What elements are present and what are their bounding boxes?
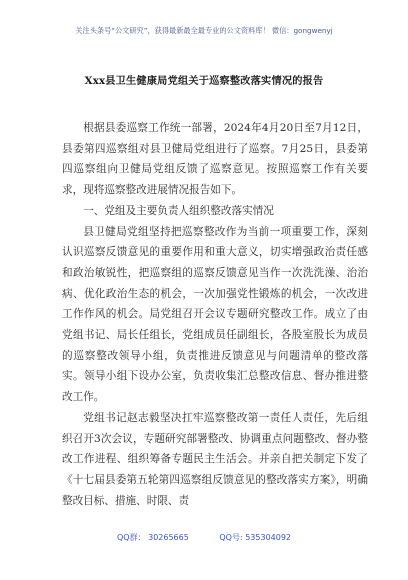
footer-contact (0, 532, 408, 543)
paragraph-organization: 县卫健局党组坚持把巡察整改作为当前一项重要工作，深刻认识巡察反馈意见的重要作用和重大意义，切实增强政治责任感和政治敏锐性，把巡察组的巡察反馈意见当作一次洗洗澡、治治病、优化政治生态的机会，一次加强党性锻炼的机会，一次改进工作作风的机会。局党组召开会议专题研究整改工作。成立了由党组书记、局长任组长，党组成员任副组长，各股室股长为成员的巡察整改领导小组，负责推进反馈意见与问题清单的整改落实。领导小组下设办公室，负责收集汇总整改信息、督办推进整改工作。 (62, 225, 368, 404)
paragraph-intro: 根据县委巡察工作统一部署，2024年4月20日至7月12日，县委第四巡察组对县卫健局党组进行了巡察。7月25日，县委第四巡察组向卫健局党组反馈了巡察意见。按照巡察工作有关要求，现将巡察整改进展情况报告如下。 (62, 122, 368, 197)
paragraph-secretary: 党组书记赵志毅坚决扛牢巡察整改第一责任人责任，先后组织召开3次会议，专题研究部署整改、协调重点问题整改、督办整改工作进程、组织筹备专题民主生活会。并亲自把关制定下发了《十七届县委第五轮第四巡察组反馈意见的整改落实方案》，明确整改目标、措施、时限、责 (62, 411, 368, 507)
section-heading: 一、党组及主要负责人组织整改落实情况 (83, 204, 274, 217)
qq-group: QQ群： 30265665 (116, 533, 189, 542)
document-title: Xxx县卫生健康局党组关于巡察整改落实情况的报告 (84, 75, 324, 87)
header-banner: 关注头条号“公文研究”，获得最新最全最专业的公文资料库！ 微信：gongwenyj (75, 26, 333, 35)
document-body (62, 118, 368, 511)
qq-number: QQ号: 535304092 (219, 533, 292, 542)
